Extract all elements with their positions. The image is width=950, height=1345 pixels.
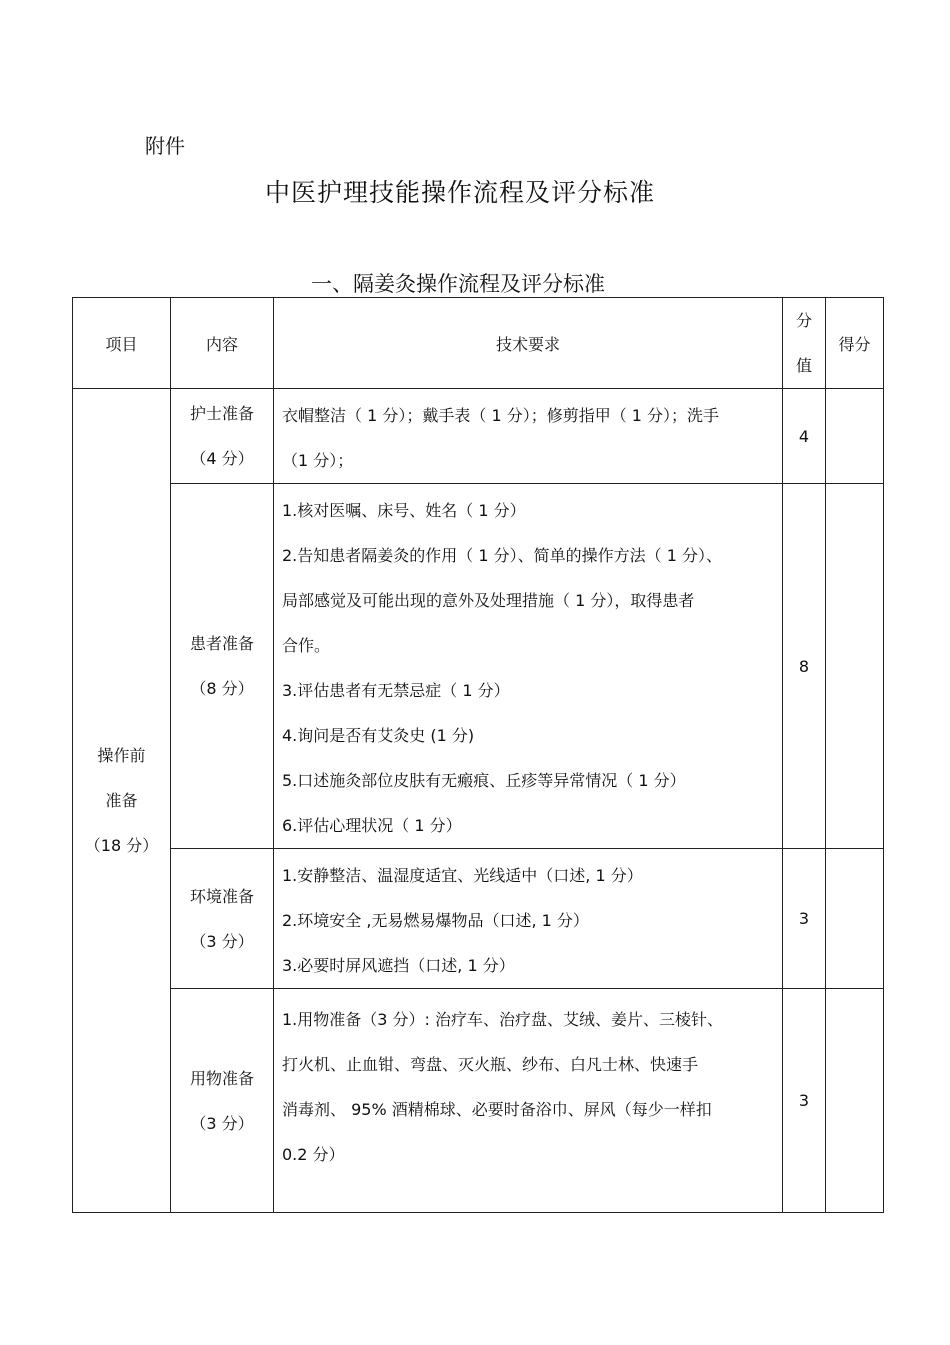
category-line3: （18 分） [84,836,159,855]
header-score-line1: 分 [795,311,812,330]
score-value: 3 [783,849,826,989]
requirement-line: 合作。 [282,636,331,655]
requirement-cell [274,484,783,849]
requirement-line: 4.询问是否有艾灸史 (1 分) [282,726,475,745]
content-name: 护士准备 [189,404,254,423]
requirement-line: 1.安静整洁、温湿度适宜、光线适中（口述, 1 分） [282,866,643,885]
requirement-line: 3.评估患者有无禁忌症（ 1 分） [282,681,510,700]
table-row [73,389,884,484]
content-cell [171,989,274,1213]
score-value: 8 [783,484,826,849]
content-cell [171,389,274,484]
section-title: 一、隔姜灸操作流程及评分标准 [311,272,605,296]
category-cell [73,389,171,1213]
content-name: 环境准备 [189,886,254,906]
content-points: （3 分） [190,1113,254,1133]
requirement-cell [274,389,783,484]
got-score-cell [826,849,884,989]
header-item: 项目 [73,298,171,389]
requirement-line: （1 分）； [282,451,354,470]
requirement-cell [274,989,783,1213]
header-score [783,298,826,389]
requirement-line: 消毒剂、 95% 酒精棉球、必要时备浴巾、屏风（每少一样扣 [282,1100,712,1119]
requirement-line: 1.核对医嘱、床号、姓名（ 1 分） [282,501,526,520]
requirement-line: 5.口述施灸部位皮肤有无瘢痕、丘疹等异常情况（ 1 分） [282,771,686,790]
got-score-cell [826,484,884,849]
content-cell [171,484,274,849]
header-got: 得分 [826,298,884,389]
got-score-cell [826,989,884,1213]
got-score-cell [826,389,884,484]
requirement-line: 0.2 分） [282,1145,345,1164]
main-title: 中医护理技能操作流程及评分标准 [264,178,655,207]
requirement-line: 1.用物准备（3 分）: 治疗车、治疗盘、艾绒、姜片、三棱针、 [282,1010,724,1029]
table-row [73,484,884,849]
content-cell [171,849,274,989]
attachment-label: 附件 [145,134,185,158]
requirement-line: 3.必要时屏风遮挡（口述, 1 分） [282,956,515,975]
content-name: 患者准备 [189,634,254,653]
table-header-row [73,298,884,389]
score-value: 3 [783,989,826,1213]
content-points: （3 分） [190,931,254,951]
header-requirement: 技术要求 [274,298,783,389]
table-row [73,849,884,989]
content-name: 用物准备 [189,1068,254,1088]
content-points: （8 分） [190,679,254,698]
requirement-line: 打火机、止血钳、弯盘、灭火瓶、纱布、白凡士林、快速手 [282,1055,699,1074]
table-row [73,989,884,1213]
header-score-line2: 值 [795,356,812,375]
scoring-table [72,297,884,1213]
requirement-line: 2.环境安全 ,无易燃易爆物品（口述, 1 分） [282,911,589,930]
category-line2: 准备 [105,791,138,810]
requirement-line: 6.评估心理状况（ 1 分） [282,816,462,835]
requirement-line: 衣帽整洁（ 1 分）；戴手表（ 1 分）；修剪指甲（ 1 分）；洗手 [282,406,720,425]
content-points: （4 分） [190,449,254,468]
requirement-line: 局部感觉及可能出现的意外及处理措施（ 1 分），取得患者 [282,591,695,610]
category-line1: 操作前 [97,746,146,765]
requirement-line: 2.告知患者隔姜灸的作用（ 1 分）、简单的操作方法（ 1 分）、 [282,546,722,565]
requirement-cell [274,849,783,989]
score-value: 4 [783,389,826,484]
header-content: 内容 [171,298,274,389]
